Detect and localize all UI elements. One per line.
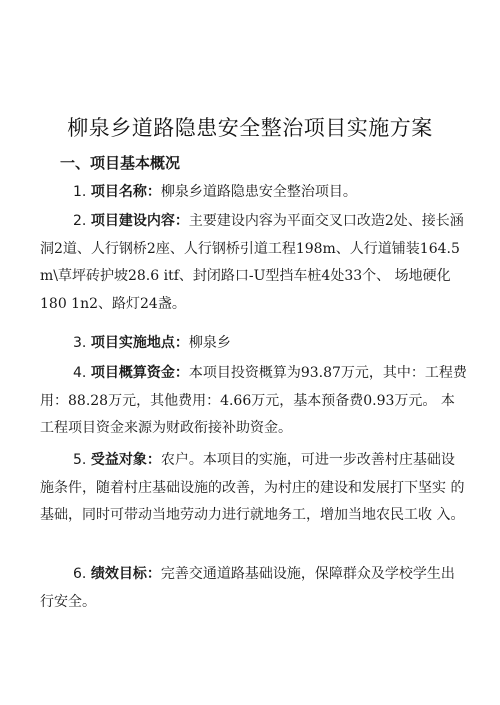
item-label: 受益对象： bbox=[90, 452, 161, 468]
item-construction-content bbox=[40, 208, 468, 318]
item-location bbox=[40, 330, 468, 358]
item-number: 5 bbox=[73, 452, 82, 468]
item-text: 柳泉乡 bbox=[188, 335, 231, 351]
document-title: 柳泉乡道路隐患安全整治项目实施方案 bbox=[67, 116, 433, 140]
item-label: 项目建设内容： bbox=[90, 213, 189, 229]
item-number-dot: . bbox=[81, 365, 87, 381]
item-number: 2 bbox=[73, 213, 82, 229]
item-label: 项目名称： bbox=[90, 184, 161, 200]
item-beneficiaries bbox=[40, 447, 468, 530]
item-number: 1 bbox=[73, 184, 82, 200]
item-label: 项目实施地点： bbox=[90, 335, 189, 351]
item-text: 完善交通道路基础设施，保障群众及学校学生出 行安全。 bbox=[40, 566, 455, 610]
item-performance-goals bbox=[40, 561, 468, 616]
item-label: 绩效目标： bbox=[90, 566, 161, 582]
item-label: 项目概算资金： bbox=[90, 365, 189, 381]
item-number-dot: . bbox=[81, 184, 87, 200]
item-text: 农户。本项目的实施，可进一步改善村庄基础设 施条件，随着村庄基础设施的改善，为村庄的建设和发展打下坚实 的基础，同时可带动当地劳动力进行就地务工，增加当地农民工收 入。 bbox=[40, 452, 465, 523]
item-text: 主要建设内容为平面交叉口改造2处、接长涵洞2道、人行钢桥2座、人行钢桥引道工程198m、人行道铺装164.5 m\草坪砖护坡28.6 itf、封闭路口-U型挡车桩4处33个、 场地硬化180 1n2、路灯24盏。 bbox=[40, 213, 464, 312]
item-number: 6 bbox=[73, 566, 82, 582]
item-number-dot: . bbox=[81, 335, 87, 351]
item-number-dot: . bbox=[81, 452, 87, 468]
item-number: 3 bbox=[73, 335, 82, 351]
section-heading: 一、项目基本概况 bbox=[60, 154, 181, 172]
item-budget bbox=[40, 360, 468, 443]
item-text: 本项目投资概算为93.87万元，其中：工程费用：88.28万元，其他费用：4.66万元，基本预备费0.93万元。 本工程项目资金来源为财政衔接补助资金。 bbox=[40, 365, 467, 436]
item-number: 4 bbox=[73, 365, 82, 381]
item-text: 柳泉乡道路隐患安全整治项目。 bbox=[160, 184, 357, 200]
item-project-name bbox=[40, 179, 468, 207]
item-number-dot: . bbox=[81, 213, 87, 229]
item-number-dot: . bbox=[81, 566, 87, 582]
